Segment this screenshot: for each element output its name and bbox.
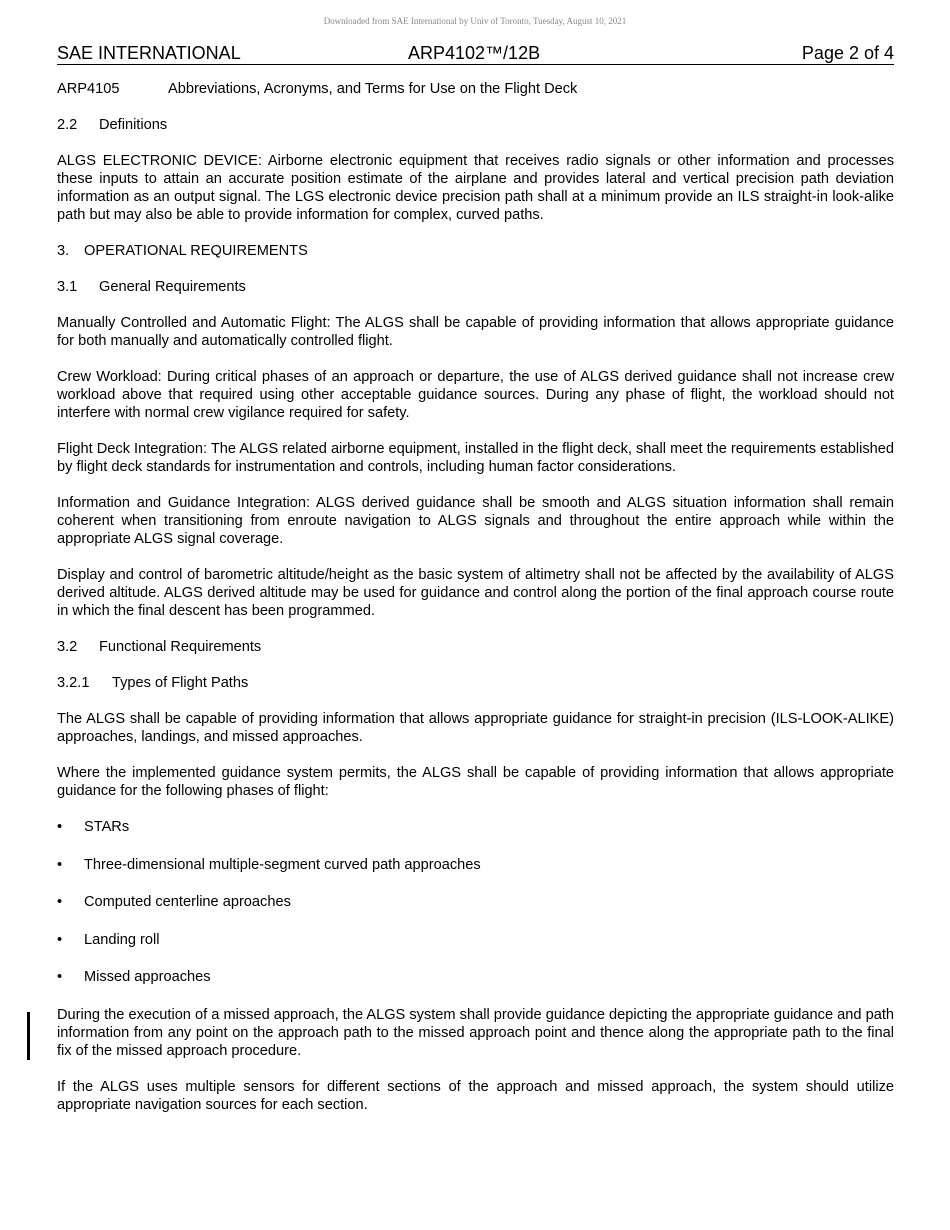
page-header [57,43,894,65]
paragraph-multi-sensor: If the ALGS uses multiple sensors for different sections of the approach and missed approach, the system should utilize appropriate navigation sources for each section. [57,1078,894,1113]
bullet-icon: • [57,819,63,835]
section-heading-3-1 [57,278,894,296]
paragraph-missed-execution: During the execution of a missed approach, the ALGS system shall provide guidance depicting the appropriate guidance and path information from any point on the approach path to the missed approach point and thence along the appropriate path to the final fix of the missed approach procedure. [57,1006,894,1059]
section-title: General Requirements [99,279,246,295]
section-title: Types of Flight Paths [112,675,249,691]
list-item [57,856,894,874]
header-org: SAE INTERNATIONAL [57,43,241,63]
bullet-list [57,818,894,986]
section-number: 3.1 [57,279,78,295]
section-heading-3 [57,242,894,260]
section-title: OPERATIONAL REQUIREMENTS [84,243,308,259]
list-item [57,968,894,986]
paragraph-straight-in: The ALGS shall be capable of providing information that allows appropriate guidance for straight-in precision (ILS-LOOK-ALIKE) approaches, landings, and missed approaches. [57,711,894,745]
list-item [57,893,894,911]
bullet-icon: • [57,856,63,873]
list-item-text: Missed approaches [84,969,211,986]
section-title: Functional Requirements [99,639,262,655]
paragraph-where-implemented: Where the implemented guidance system permits, the ALGS shall be capable of providing information that allows appropriate guidance for the following phases of flight: [57,765,894,799]
section-heading-3-2-1 [57,674,894,692]
section-heading-2-2 [57,116,894,134]
reference-title: Abbreviations, Acronyms, and Terms for Use on the Flight Deck [168,81,578,97]
header-page-number: Page 2 of 4 [801,43,894,63]
paragraph-algs-device: ALGS ELECTRONIC DEVICE: Airborne electronic equipment that receives radio signals or other information and processes these inputs to attain an accurate position estimate of the airplane and provides lateral and vertical precision path deviation information as an output signal. The LGS electronic device precision path shall at a minimum provide an ILS straight-in look-alike path but may also be able to provide information for complex, curved paths. [57,153,894,223]
list-item [57,931,894,949]
paragraph-info-guidance: Information and Guidance Integration: ALGS derived guidance shall be smooth and ALGS situation information shall remain coherent when transitioning from enroute navigation to ALGS signals and throughout the entire approach while within the appropriate ALGS signal coverage. [57,495,894,547]
section-number: 3. [57,243,70,259]
section-number: 3.2 [57,639,78,655]
section-number: 3.2.1 [57,675,90,691]
download-watermark: Downloaded from SAE International by Univ of Toronto, Tuesday, August 10, 2021 [323,16,627,26]
paragraph-crew-workload: Crew Workload: During critical phases of an approach or departure, the use of ALGS derived guidance shall not increase crew workload above that required using other acceptable guidance sources. During any phase of flight, the workload should not interfere with normal crew vigilance required for safety. [57,369,894,421]
list-item-text: Computed centerline aproaches [84,894,291,911]
header-doc-id: ARP4102™/12B [408,43,541,63]
section-title: Definitions [99,117,168,133]
list-item [57,818,894,836]
reference-entry [57,80,894,98]
list-item-text: Three-dimensional multiple-segment curved path approaches [84,856,481,873]
revision-change-bar [27,1012,30,1060]
section-number: 2.2 [57,117,78,133]
section-heading-3-2 [57,638,894,656]
list-item-text: Landing roll [84,931,160,948]
bullet-icon: • [57,969,63,986]
list-item-text: STARs [84,819,130,835]
reference-code: ARP4105 [57,81,120,97]
document-body [57,80,894,1132]
paragraph-manual-auto: Manually Controlled and Automatic Flight: The ALGS shall be capable of providing information that allows appropriate guidance for both manually and automatically controlled flight. [57,315,894,349]
bullet-icon: • [57,931,63,948]
paragraph-flight-deck: Flight Deck Integration: The ALGS related airborne equipment, installed in the flight deck, shall meet the requirements established by flight deck standards for instrumentation and controls, including human factor considerations. [57,441,894,475]
bullet-icon: • [57,894,63,911]
paragraph-barometric: Display and control of barometric altitude/height as the basic system of altimetry shall not be affected by the availability of ALGS derived altitude. ALGS derived altitude may be used for guidance and control along the portion of the final approach course route in which the final descent has been programmed. [57,567,894,619]
